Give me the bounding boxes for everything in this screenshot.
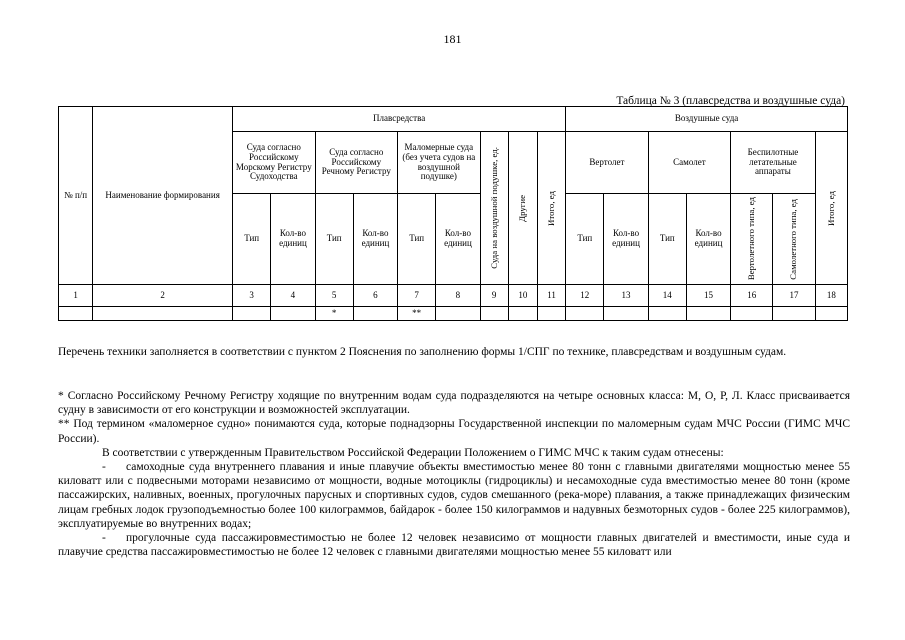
table-cell	[731, 307, 773, 321]
col-name-header: Наименование формирования	[93, 107, 233, 285]
count-header: Кол-во единиц	[436, 194, 480, 285]
col-hovercraft-header: Суда на воздушной подушке, ед.	[480, 132, 508, 285]
page-number: 181	[443, 32, 462, 46]
table-cell	[93, 307, 233, 321]
col-number: 11	[537, 285, 565, 307]
col-number: 3	[233, 285, 271, 307]
notes-footnotes	[58, 389, 850, 559]
table-cell	[815, 307, 847, 321]
type-header: Тип	[233, 194, 271, 285]
subheader-drones: Беспилотные летательные аппараты	[731, 132, 816, 194]
type-header: Тип	[398, 194, 436, 285]
col-drone-heli-header: Вертолетного типа, ед	[731, 194, 773, 285]
notes-intro	[58, 345, 850, 359]
col-total-water-header: Итого, ед	[537, 132, 565, 285]
footnote-marker: **	[398, 307, 436, 321]
col-number: 10	[508, 285, 537, 307]
table-cell	[59, 307, 93, 321]
count-header: Кол-во единиц	[686, 194, 730, 285]
list-item-text: самоходные суда внутреннего плавания и иные плавучие объекты вместимостью менее 80 тонн с главными двигателями мощностью менее 55 киловатт или с подвесными моторами независимо от мощности, водные мотоциклы (гидроциклы) и несамоходные суда вместимостью менее 80 тонн (кроме пассажирских, наливных, военных, прогулочных парусных и спортивных судов, судов смешанного (река-море) плавания, а также принадлежащих физическим лицам гребных лодок грузоподъемностью более 100 килограммов, байдарок - более 150 килограммов и надувных безмоторных судов - более 225 килограммов), эксплуатируемые во внутренних водах;	[58, 461, 850, 530]
table-cell	[537, 307, 565, 321]
list-item	[58, 460, 850, 531]
footnote-small-vessels: ** Под термином «маломерное судно» понимаются суда, которые поднадзорны Государственной инспекции по маломерным судам МЧС России (ГИМС МЧС России).	[58, 418, 850, 445]
col-number: 18	[815, 285, 847, 307]
count-header: Кол-во единиц	[353, 194, 397, 285]
dash-marker: -	[102, 461, 106, 474]
col-drone-plane-header: Самолетного типа, ед	[773, 194, 815, 285]
note-paragraph: В соответствии с утвержденным Правительством Российской Федерации Положением о ГИМС МЧС к таким судам отнесены:	[102, 446, 724, 459]
group-watercraft-header: Плавсредства	[233, 107, 566, 132]
col-other-header: Другие	[508, 132, 537, 285]
dash-marker: -	[102, 532, 106, 545]
col-total-air-header: Итого, ед	[815, 132, 847, 285]
table-cell	[353, 307, 397, 321]
col-number: 9	[480, 285, 508, 307]
subheader-small-vessels: Маломерные суда (без учета судов на воздушной подушке)	[398, 132, 481, 194]
table-cell	[436, 307, 480, 321]
col-number: 1	[59, 285, 93, 307]
list-item-text: прогулочные суда пассажировместимостью не более 12 человек независимо от мощности главных двигателей и вместимости, иные суда и плавучие средства пассажировместимостью не более 12 человек с главными двигателями мощностью менее 55 киловатт или	[58, 532, 850, 559]
col-number: 15	[686, 285, 730, 307]
table-cell	[604, 307, 648, 321]
table-cell	[686, 307, 730, 321]
group-aircraft-header: Воздушные суда	[566, 107, 848, 132]
col-number: 2	[93, 285, 233, 307]
col-number: 17	[773, 285, 815, 307]
col-number: 8	[436, 285, 480, 307]
footnote-marker: *	[315, 307, 353, 321]
table-cell	[271, 307, 315, 321]
col-number: 5	[315, 285, 353, 307]
subheader-river-register: Суда согласно Российскому Речному Регистру	[315, 132, 398, 194]
col-number: 14	[648, 285, 686, 307]
col-number: 12	[566, 285, 604, 307]
subheader-sea-register: Суда согласно Российскому Морскому Регистру Судоходства	[233, 132, 316, 194]
table-cell	[508, 307, 537, 321]
col-number: 16	[731, 285, 773, 307]
type-header: Тип	[648, 194, 686, 285]
subheader-plane: Самолет	[648, 132, 731, 194]
table-cell	[480, 307, 508, 321]
table-cell	[648, 307, 686, 321]
col-number: 4	[271, 285, 315, 307]
table-cell	[566, 307, 604, 321]
equipment-table	[58, 106, 848, 321]
table-cell	[773, 307, 815, 321]
col-number: 7	[398, 285, 436, 307]
count-header: Кол-во единиц	[271, 194, 315, 285]
count-header: Кол-во единиц	[604, 194, 648, 285]
table-caption: Таблица № 3 (плавсредства и воздушные суда)	[616, 95, 845, 107]
table-cell	[233, 307, 271, 321]
col-num-header: № п/п	[59, 107, 93, 285]
note-paragraph: Перечень техники заполняется в соответствии с пунктом 2 Пояснения по заполнению формы 1/СПГ по технике, плавсредствам и воздушным судам.	[58, 346, 787, 358]
subheader-helicopter: Вертолет	[566, 132, 649, 194]
list-item	[58, 531, 850, 559]
type-header: Тип	[566, 194, 604, 285]
type-header: Тип	[315, 194, 353, 285]
footnote-river-register: * Согласно Российскому Речному Регистру ходящие по внутренним водам суда подразделяются на четыре основных класса: М, О, Р, Л. Класс присваивается судну в зависимости от его конструкции и возможностей эксплуатации.	[58, 390, 850, 417]
col-number: 6	[353, 285, 397, 307]
col-number: 13	[604, 285, 648, 307]
